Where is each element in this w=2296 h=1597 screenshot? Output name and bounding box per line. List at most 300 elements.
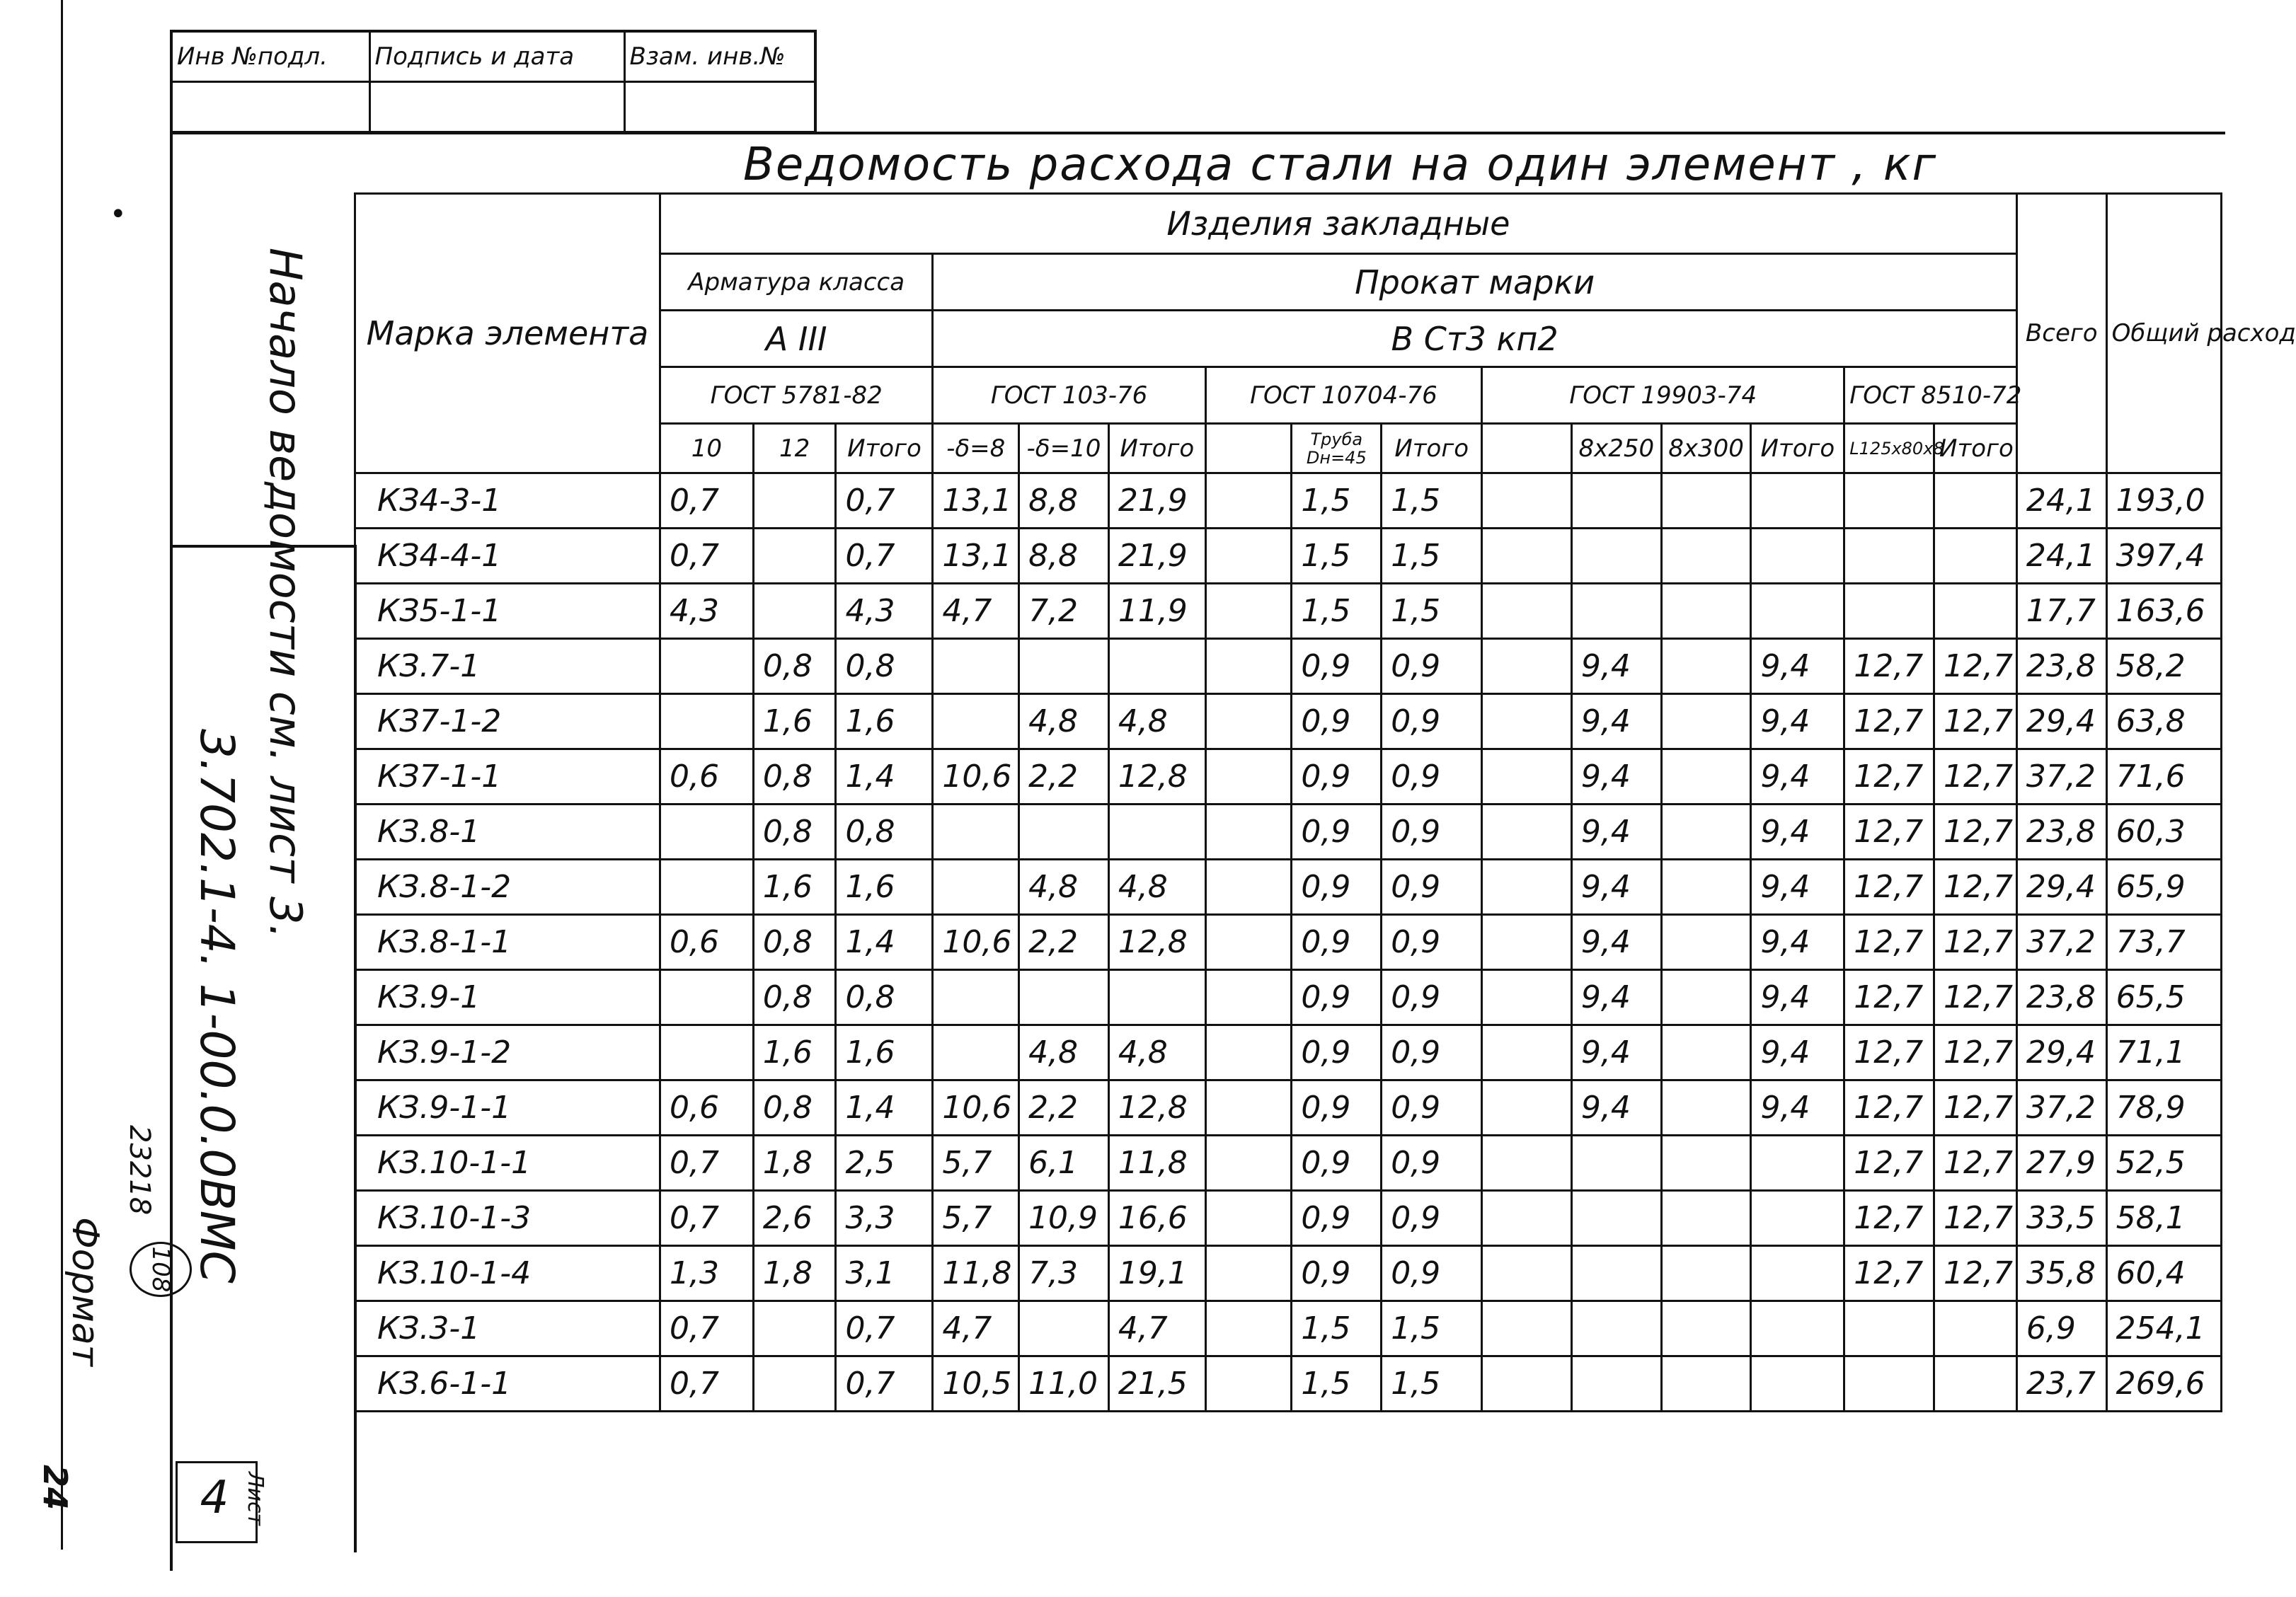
row-value: 9,4 — [1751, 694, 1844, 749]
row-value: 0,9 — [1382, 694, 1482, 749]
table-row — [355, 860, 2222, 915]
row-value: 1,5 — [1292, 473, 1382, 529]
row-value: 12,7 — [1844, 915, 1934, 970]
row-value — [1751, 473, 1844, 529]
row-value — [1482, 1301, 1572, 1356]
row-mark: КЗ.7-1 — [355, 639, 660, 694]
row-value: 60,4 — [2106, 1246, 2221, 1301]
row-value: 1,4 — [836, 915, 933, 970]
row-value: 5,7 — [933, 1191, 1019, 1246]
row-value — [1205, 1080, 1292, 1136]
row-value: 1,6 — [753, 1025, 836, 1080]
row-value: 58,2 — [2106, 639, 2221, 694]
row-value: 0,7 — [836, 529, 933, 584]
row-value — [1571, 584, 1661, 639]
row-value: 11,9 — [1108, 584, 1205, 639]
header-rolled-grade: В Ст3 кп2 — [933, 311, 2016, 367]
row-value: 1,3 — [660, 1246, 754, 1301]
row-value: 0,9 — [1292, 1246, 1382, 1301]
row-value — [1661, 473, 1751, 529]
row-value — [1019, 639, 1109, 694]
row-value: 0,8 — [836, 805, 933, 860]
row-value: 0,8 — [753, 915, 836, 970]
row-value: 9,4 — [1571, 639, 1661, 694]
row-value: 9,4 — [1571, 1080, 1661, 1136]
row-value: 0,7 — [660, 1136, 754, 1191]
stamp-cell — [369, 82, 624, 133]
row-value — [1019, 970, 1109, 1025]
header-rebar-grade: А III — [660, 311, 933, 367]
row-value: 63,8 — [2106, 694, 2221, 749]
row-value: 52,5 — [2106, 1136, 2221, 1191]
row-value — [1482, 1246, 1572, 1301]
row-value — [1661, 805, 1751, 860]
row-value: 0,6 — [660, 915, 754, 970]
row-value — [933, 805, 1019, 860]
row-value: 0,9 — [1382, 915, 1482, 970]
row-value — [1661, 1080, 1751, 1136]
row-value — [1661, 694, 1751, 749]
row-value: 0,8 — [753, 1080, 836, 1136]
header-gost-19903: ГОСТ 19903-74 — [1482, 367, 1844, 424]
row-value: 1,4 — [836, 749, 933, 805]
row-value: 0,9 — [1382, 1136, 1482, 1191]
row-value: 1,5 — [1382, 473, 1482, 529]
row-value: 1,6 — [753, 694, 836, 749]
row-value: 0,9 — [1292, 1025, 1382, 1080]
header-embedded: Изделия закладные — [660, 194, 2017, 254]
row-value: 12,7 — [1934, 1246, 2017, 1301]
row-value: 9,4 — [1751, 1080, 1844, 1136]
row-value — [1661, 1191, 1751, 1246]
row-value: 1,6 — [836, 860, 933, 915]
row-value: 1,5 — [1382, 529, 1482, 584]
row-value: 65,9 — [2106, 860, 2221, 915]
row-value: 2,2 — [1019, 749, 1109, 805]
row-value: 12,8 — [1108, 915, 1205, 970]
row-value: 0,8 — [836, 639, 933, 694]
row-value: 9,4 — [1571, 749, 1661, 805]
sub-header: Итого — [1108, 424, 1205, 473]
row-value — [1844, 584, 1934, 639]
row-value: 12,7 — [1934, 639, 2017, 694]
row-value — [1571, 473, 1661, 529]
row-value — [1205, 970, 1292, 1025]
row-value — [660, 639, 754, 694]
row-value — [1661, 749, 1751, 805]
row-value: 1,5 — [1382, 1301, 1482, 1356]
header-total: Всего — [2016, 194, 2106, 473]
row-value — [1661, 1246, 1751, 1301]
row-value: 12,7 — [1844, 1246, 1934, 1301]
row-value: 1,5 — [1382, 1356, 1482, 1412]
row-value: 10,5 — [933, 1356, 1019, 1412]
row-value: 9,4 — [1571, 970, 1661, 1025]
row-value: 12,7 — [1844, 694, 1934, 749]
row-value — [753, 1356, 836, 1412]
row-value: 37,2 — [2016, 1080, 2106, 1136]
row-value — [1571, 1301, 1661, 1356]
row-value: 10,9 — [1019, 1191, 1109, 1246]
table-row — [355, 1191, 2222, 1246]
row-value: 3,1 — [836, 1246, 933, 1301]
table-body — [355, 473, 2222, 1412]
row-value: 0,6 — [660, 1080, 754, 1136]
row-value: 10,6 — [933, 915, 1019, 970]
row-value: 2,5 — [836, 1136, 933, 1191]
row-value: 0,9 — [1292, 805, 1382, 860]
format-value: 24 — [36, 1465, 74, 1511]
row-value: 0,9 — [1382, 1246, 1482, 1301]
row-value: 29,4 — [2016, 1025, 2106, 1080]
row-value: 12,7 — [1844, 1025, 1934, 1080]
row-value: 0,7 — [836, 1301, 933, 1356]
row-value — [1108, 805, 1205, 860]
sub-header: Итого — [1934, 424, 2017, 473]
row-value: 7,3 — [1019, 1246, 1109, 1301]
row-value — [1661, 860, 1751, 915]
row-value — [1571, 1136, 1661, 1191]
row-value — [1844, 1356, 1934, 1412]
row-value — [1482, 970, 1572, 1025]
row-mark: КЗ.8-1-2 — [355, 860, 660, 915]
sub-header — [1205, 424, 1292, 473]
row-value: 4,3 — [660, 584, 754, 639]
row-value — [1661, 915, 1751, 970]
row-value: 12,7 — [1934, 805, 2017, 860]
row-value: 78,9 — [2106, 1080, 2221, 1136]
stamp-cell — [624, 82, 815, 133]
row-value: 12,7 — [1934, 749, 2017, 805]
row-value — [1205, 584, 1292, 639]
row-value: 1,8 — [753, 1246, 836, 1301]
row-value: 8,8 — [1019, 473, 1109, 529]
table-row — [355, 1246, 2222, 1301]
row-value: 71,6 — [2106, 749, 2221, 805]
row-value: 9,4 — [1751, 1025, 1844, 1080]
row-mark: КЗ.8-1-1 — [355, 915, 660, 970]
row-value: 23,8 — [2016, 970, 2106, 1025]
row-value — [1661, 1136, 1751, 1191]
row-value — [1934, 1356, 2017, 1412]
row-value: 24,1 — [2016, 529, 2106, 584]
stamp-inv-no: Инв №подл. — [171, 31, 369, 82]
row-value: 10,6 — [933, 1080, 1019, 1136]
row-value — [1482, 915, 1572, 970]
row-value: 12,7 — [1934, 860, 2017, 915]
stamp-cell — [171, 82, 369, 133]
row-value — [1205, 1246, 1292, 1301]
row-value: 5,7 — [933, 1136, 1019, 1191]
row-value — [1205, 860, 1292, 915]
row-value: 1,5 — [1292, 529, 1382, 584]
table-row — [355, 473, 2222, 529]
row-value: 1,5 — [1292, 1356, 1382, 1412]
row-value: 3,3 — [836, 1191, 933, 1246]
row-value — [1482, 584, 1572, 639]
row-value — [1205, 1356, 1292, 1412]
row-value: 37,2 — [2016, 915, 2106, 970]
row-value: 193,0 — [2106, 473, 2221, 529]
row-value: 0,9 — [1292, 1191, 1382, 1246]
stamp-sign-date: Подпись и дата — [369, 31, 624, 82]
row-value — [1661, 529, 1751, 584]
row-value: 11,0 — [1019, 1356, 1109, 1412]
row-value: 21,5 — [1108, 1356, 1205, 1412]
row-value: 4,8 — [1019, 694, 1109, 749]
row-mark: КЗ4-4-1 — [355, 529, 660, 584]
row-value — [1844, 473, 1934, 529]
row-value: 397,4 — [2106, 529, 2221, 584]
circled-number: 108 — [130, 1242, 192, 1297]
row-value — [1934, 584, 2017, 639]
row-value — [1661, 639, 1751, 694]
row-value: 0,7 — [660, 473, 754, 529]
document-code: 3.702.1-4. 1-00.0.0ВМС — [190, 729, 244, 1284]
row-value: 9,4 — [1571, 694, 1661, 749]
row-value: 12,7 — [1934, 970, 2017, 1025]
row-value — [1934, 473, 2017, 529]
row-value: 9,4 — [1751, 860, 1844, 915]
table-row — [355, 694, 2222, 749]
header-mark: Марка элемента — [355, 194, 660, 473]
row-value — [1844, 529, 1934, 584]
sub-header: -δ=10 — [1019, 424, 1109, 473]
row-value: 24,1 — [2016, 473, 2106, 529]
row-value: 9,4 — [1751, 749, 1844, 805]
row-value: 8,8 — [1019, 529, 1109, 584]
row-value: 0,7 — [836, 1356, 933, 1412]
row-value: 27,9 — [2016, 1136, 2106, 1191]
row-value: 1,6 — [836, 694, 933, 749]
row-value: 12,8 — [1108, 1080, 1205, 1136]
row-value: 1,5 — [1382, 584, 1482, 639]
sub-header — [1482, 424, 1572, 473]
row-value: 4,3 — [836, 584, 933, 639]
format-label: Формат — [64, 1217, 106, 1366]
row-value: 12,7 — [1844, 860, 1934, 915]
row-value: 13,1 — [933, 529, 1019, 584]
row-mark: КЗ.9-1-2 — [355, 1025, 660, 1080]
row-value: 12,7 — [1844, 1136, 1934, 1191]
sub-header: L125x80x8 — [1844, 424, 1934, 473]
row-value — [1482, 749, 1572, 805]
row-value — [1751, 1356, 1844, 1412]
row-value: 0,9 — [1292, 860, 1382, 915]
row-value: 11,8 — [933, 1246, 1019, 1301]
row-value — [1661, 1025, 1751, 1080]
header-gost-5781: ГОСТ 5781-82 — [660, 367, 933, 424]
row-value: 17,7 — [2016, 584, 2106, 639]
row-value: 21,9 — [1108, 473, 1205, 529]
row-value: 0,9 — [1292, 639, 1382, 694]
row-value: 0,6 — [660, 749, 754, 805]
header-rebar-class: Арматура класса — [660, 254, 933, 311]
table-row — [355, 1301, 2222, 1356]
row-value: 60,3 — [2106, 805, 2221, 860]
row-value — [1751, 1301, 1844, 1356]
row-value — [753, 473, 836, 529]
row-value — [1205, 1191, 1292, 1246]
row-value — [933, 860, 1019, 915]
row-value: 254,1 — [2106, 1301, 2221, 1356]
row-value: 4,7 — [933, 584, 1019, 639]
row-value: 9,4 — [1751, 805, 1844, 860]
row-value — [1205, 1136, 1292, 1191]
row-value: 9,4 — [1571, 915, 1661, 970]
row-value — [1934, 1301, 2017, 1356]
row-value — [1108, 970, 1205, 1025]
row-value: 35,8 — [2016, 1246, 2106, 1301]
row-value — [933, 694, 1019, 749]
row-value — [1482, 473, 1572, 529]
row-value — [1205, 805, 1292, 860]
row-value: 4,8 — [1108, 860, 1205, 915]
sheet-number: 4 — [200, 1472, 229, 1524]
row-value — [933, 1025, 1019, 1080]
table-row — [355, 639, 2222, 694]
page-title: Ведомость расхода стали на один элемент , кг — [743, 139, 1938, 191]
row-value: 1,4 — [836, 1080, 933, 1136]
row-value: 33,5 — [2016, 1191, 2106, 1246]
row-mark: КЗ.3-1 — [355, 1301, 660, 1356]
row-value: 0,9 — [1292, 694, 1382, 749]
sub-header: Труба Dн=45 — [1292, 424, 1382, 473]
row-value: 0,8 — [753, 805, 836, 860]
row-value: 12,7 — [1934, 1136, 2017, 1191]
table-row — [355, 1080, 2222, 1136]
row-value: 0,7 — [660, 1191, 754, 1246]
row-value: 1,5 — [1292, 584, 1382, 639]
row-value: 269,6 — [2106, 1356, 2221, 1412]
row-value — [1661, 1301, 1751, 1356]
row-value — [1482, 860, 1572, 915]
row-value: 0,7 — [660, 1301, 754, 1356]
row-value — [660, 860, 754, 915]
row-value: 12,7 — [1934, 915, 2017, 970]
row-value: 9,4 — [1571, 860, 1661, 915]
row-value: 12,7 — [1934, 1025, 2017, 1080]
row-value: 6,1 — [1019, 1136, 1109, 1191]
row-value — [1019, 1301, 1109, 1356]
row-value: 0,8 — [753, 970, 836, 1025]
row-value — [1571, 529, 1661, 584]
row-value — [1205, 749, 1292, 805]
signature-stamp — [170, 30, 817, 134]
row-value: 0,9 — [1382, 1080, 1482, 1136]
row-value — [1205, 694, 1292, 749]
row-value: 0,8 — [836, 970, 933, 1025]
row-value — [1205, 529, 1292, 584]
row-mark: КЗ7-1-1 — [355, 749, 660, 805]
row-value: 58,1 — [2106, 1191, 2221, 1246]
row-value: 0,9 — [1292, 1136, 1382, 1191]
row-value: 12,7 — [1844, 1191, 1934, 1246]
row-value — [1751, 1246, 1844, 1301]
row-value: 0,9 — [1382, 860, 1482, 915]
row-value — [1661, 584, 1751, 639]
row-mark: КЗ.10-1-1 — [355, 1136, 660, 1191]
row-value: 29,4 — [2016, 694, 2106, 749]
row-mark: КЗ.10-1-3 — [355, 1191, 660, 1246]
row-value — [1751, 1191, 1844, 1246]
row-value: 4,8 — [1108, 1025, 1205, 1080]
row-value: 19,1 — [1108, 1246, 1205, 1301]
row-value: 1,5 — [1292, 1301, 1382, 1356]
row-value: 0,7 — [660, 1356, 754, 1412]
table-row — [355, 970, 2222, 1025]
row-value: 4,7 — [933, 1301, 1019, 1356]
row-value: 7,2 — [1019, 584, 1109, 639]
row-value: 163,6 — [2106, 584, 2221, 639]
row-mark: КЗ.9-1 — [355, 970, 660, 1025]
row-mark: КЗ4-3-1 — [355, 473, 660, 529]
row-value — [1482, 1356, 1572, 1412]
row-value: 0,8 — [753, 749, 836, 805]
sub-header: 10 — [660, 424, 754, 473]
steel-consumption-table — [354, 192, 2296, 1412]
row-value: 10,6 — [933, 749, 1019, 805]
row-value: 0,9 — [1382, 805, 1482, 860]
row-value: 65,5 — [2106, 970, 2221, 1025]
table-row — [355, 915, 2222, 970]
row-value: 1,6 — [836, 1025, 933, 1080]
row-value: 2,6 — [753, 1191, 836, 1246]
row-value — [1205, 473, 1292, 529]
row-value: 4,8 — [1108, 694, 1205, 749]
sub-header: 8x250 — [1571, 424, 1661, 473]
row-value — [1571, 1246, 1661, 1301]
row-value: 9,4 — [1571, 805, 1661, 860]
row-value: 2,2 — [1019, 915, 1109, 970]
binding-line — [61, 0, 63, 1550]
row-value: 0,7 — [836, 473, 933, 529]
row-value — [1019, 805, 1109, 860]
row-value: 0,9 — [1292, 1080, 1382, 1136]
row-value: 0,9 — [1382, 970, 1482, 1025]
row-value: 9,4 — [1751, 970, 1844, 1025]
row-value: 0,8 — [753, 639, 836, 694]
table-row — [355, 529, 2222, 584]
row-value: 16,6 — [1108, 1191, 1205, 1246]
row-mark: КЗ.6-1-1 — [355, 1356, 660, 1412]
row-value: 0,9 — [1292, 915, 1382, 970]
row-value: 12,8 — [1108, 749, 1205, 805]
row-mark: КЗ.10-1-4 — [355, 1246, 660, 1301]
row-value: 12,7 — [1934, 694, 2017, 749]
row-value — [1482, 694, 1572, 749]
row-value: 21,9 — [1108, 529, 1205, 584]
row-value: 6,9 — [2016, 1301, 2106, 1356]
table-row — [355, 584, 2222, 639]
row-value — [1205, 915, 1292, 970]
row-value: 9,4 — [1751, 639, 1844, 694]
row-value: 12,7 — [1934, 1080, 2017, 1136]
row-value — [753, 1301, 836, 1356]
row-value — [660, 970, 754, 1025]
row-value: 4,8 — [1019, 1025, 1109, 1080]
row-value — [660, 805, 754, 860]
row-value: 12,7 — [1934, 1191, 2017, 1246]
row-value — [660, 694, 754, 749]
row-value: 0,9 — [1382, 749, 1482, 805]
row-value — [1205, 1025, 1292, 1080]
row-value — [1844, 1301, 1934, 1356]
row-value: 0,9 — [1382, 1025, 1482, 1080]
row-value: 12,7 — [1844, 805, 1934, 860]
row-value: 0,7 — [660, 529, 754, 584]
row-value — [1482, 1025, 1572, 1080]
